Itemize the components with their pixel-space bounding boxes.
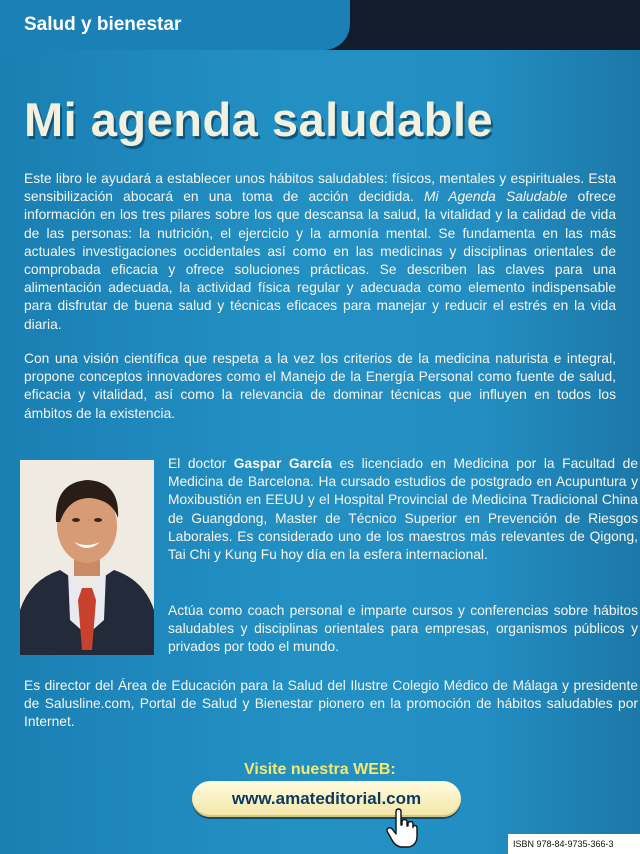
description-paragraph-2: Con una visión científica que respeta a la vez los criterios de la medicina naturista e integral, propone conceptos innovadores como el Manejo de la Energía Personal como fuente de salud, eficacia y vitalidad, así como la relevancia de dominar técnicas que influyen en todos los ámbitos de la existencia. [24,351,616,421]
description-paragraph-1 [24,170,616,334]
author-bio-intro: El doctor [168,456,234,471]
author-name: Gaspar García [233,456,332,471]
description-text-end: ofrece información en los tres pilares sobre los que descansa la salud, la vitalidad y la calidad de vida de las personas: la nutrición, el ejercicio y la armonía mental. Se fundamenta en las más actuales investigaciones occidentales así como en las medicinas y disciplinas orientales de comprobada eficacia y ofrece soluciones prácticas. Se describen las claves para una alimentación adecuada, la actividad física regular y adecuada como elemento indispensable para disfrutar de buena salud y técnicas eficaces para manejar y reducir el estrés en la vida diaria. [24,189,616,332]
author-photo [20,460,154,655]
isbn-number: ISBN 978-84-9735-366-3 [513,839,614,849]
description-text-start: Este libro le ayudará a establecer unos hábitos saludables: físicos, mentales y espirituales. Esta sensibilización abocará en una toma de acción decidida. [24,171,616,205]
series-label: Salud y bienestar [24,14,182,35]
director-paragraph: Es director del Área de Educación para la Salud del Ilustre Colegio Médico de Málaga y presidente de Salusline.com, Portal de Salud y Bienestar pionero en la promoción de hábitos saludables por Internet. [24,678,638,730]
author-bio-paragraph-1 [168,455,638,564]
book-title-italic: Mi Agenda Saludable [424,189,568,205]
author-bio-paragraph-2: Actúa como coach personal e imparte cursos y conferencias sobre hábitos saludables y disciplinas orientales para empresas, organismos públicos y privados por todo el mundo. [168,603,638,655]
isbn-barcode-label [508,834,640,854]
website-button[interactable] [192,781,461,817]
book-title: Mi agenda saludable [24,93,494,146]
visit-label: Visite nuestra WEB: [244,761,396,778]
website-url[interactable]: www.amateditorial.com [231,789,422,808]
series-tab [0,0,350,50]
pointer-hand-icon [386,808,418,848]
author-bio-text: es licenciado en Medicina por la Facultad de Medicina de Barcelona. Ha cursado estudios de postgrado en Acupuntura y Moxibustión en EEUU y el Hospital Provincial de Medicina Tradicional China de Guangdong, Master de Técnico Superior en Prevención de Riesgos Laborales. Es considerado uno de los maestros más relevantes de Qigong, Tai Chi y Kung Fu hoy día en la esfera internacional. [168,456,639,563]
